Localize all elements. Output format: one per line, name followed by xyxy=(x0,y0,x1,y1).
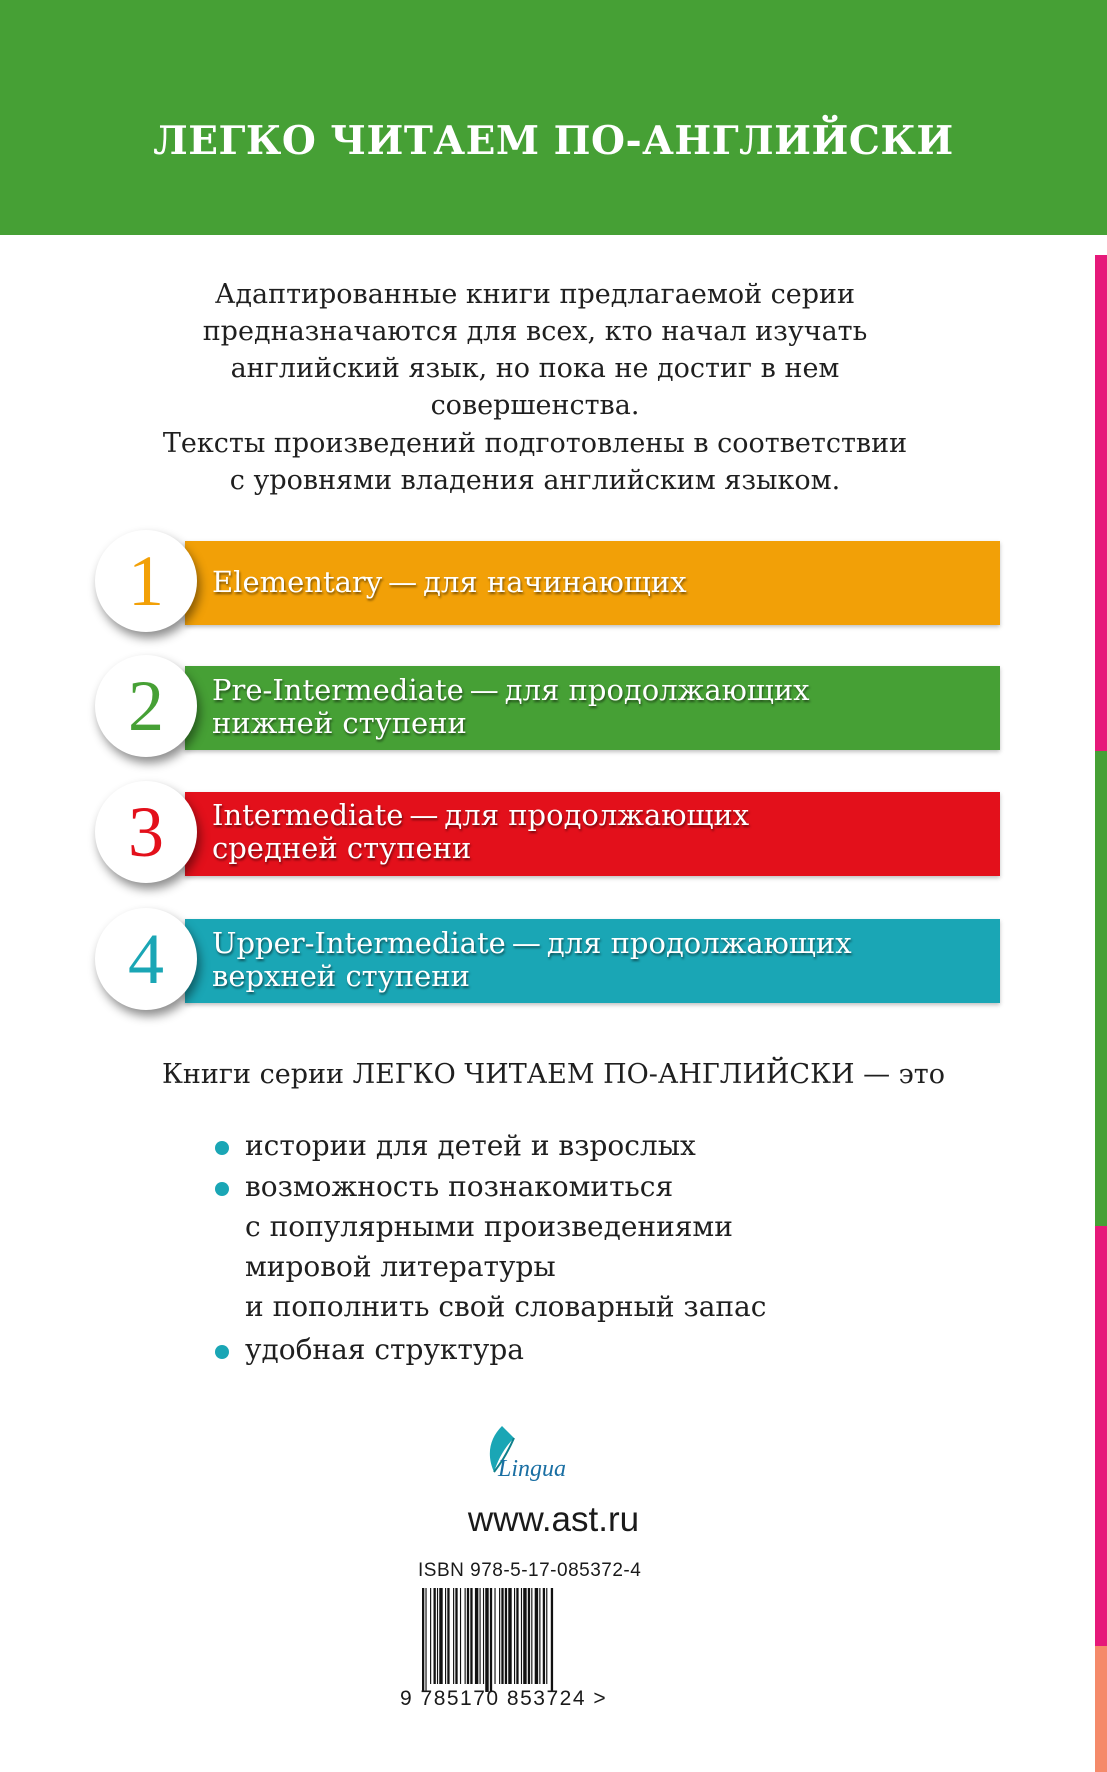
level-label xyxy=(212,799,990,865)
barcode-bar xyxy=(499,1588,500,1684)
level-dash: — xyxy=(511,926,541,960)
barcode-bar xyxy=(455,1588,457,1684)
benefits-heading: Книги серии ЛЕГКО ЧИТАЕМ ПО-АНГЛИЙСКИ — это xyxy=(162,1059,945,1090)
barcode-bar xyxy=(490,1588,492,1692)
bullet-dot xyxy=(215,1141,229,1155)
bullet-dot xyxy=(215,1182,229,1196)
edge-strip-green xyxy=(1095,751,1107,1226)
barcode-bar xyxy=(447,1588,449,1684)
level-dash: — xyxy=(409,798,439,832)
edge-strip-salmon xyxy=(1095,1646,1107,1772)
barcode-bar xyxy=(453,1588,454,1684)
level-description-line2: средней ступени xyxy=(212,831,472,865)
barcode-bar xyxy=(539,1588,540,1684)
level-number: 3 xyxy=(128,792,164,872)
level-description-line2: нижней ступени xyxy=(212,706,467,740)
barcode-bar xyxy=(485,1588,488,1692)
series-title: ЛЕГКО ЧИТАЕМ ПО-АНГЛИЙСКИ xyxy=(153,118,954,164)
barcode-bar xyxy=(508,1588,511,1684)
barcode-bar xyxy=(480,1588,481,1684)
level-label xyxy=(212,927,990,993)
level-description: для начинающих xyxy=(423,565,687,599)
barcode-bar xyxy=(528,1588,530,1684)
benefit-line: возможность познакомиться xyxy=(245,1170,674,1203)
barcode-bar xyxy=(523,1588,526,1684)
level-number-badge xyxy=(95,655,197,757)
level-name: Pre-Intermediate xyxy=(212,673,464,707)
publisher-website: www.ast.ru xyxy=(467,1500,640,1539)
level-dash: — xyxy=(388,565,418,599)
intro-line: с уровнями владения английским языком. xyxy=(229,465,841,496)
intro-line: предназначаются для всех, кто начал изучать xyxy=(202,316,868,347)
level-description: для продолжающих xyxy=(546,926,852,960)
barcode-bar xyxy=(437,1588,438,1684)
barcode-bar xyxy=(470,1588,472,1684)
publisher-logo xyxy=(480,1420,595,1490)
barcode-bar xyxy=(531,1588,532,1684)
barcode-bar xyxy=(460,1588,461,1684)
benefit-line: удобная структура xyxy=(245,1333,525,1366)
barcode-image xyxy=(418,1588,663,1692)
edge-strip-pink-top xyxy=(1095,255,1107,751)
level-number-badge xyxy=(95,530,197,632)
barcode-bar xyxy=(521,1588,522,1684)
barcode-bar xyxy=(465,1588,466,1684)
benefit-line: с популярными произведениями xyxy=(245,1210,733,1243)
benefit-line: истории для детей и взрослых xyxy=(245,1129,696,1162)
level-name: Upper-Intermediate xyxy=(212,926,506,960)
series-header-band xyxy=(0,0,1107,235)
barcode-bar xyxy=(514,1588,515,1684)
level-row-4 xyxy=(95,908,1000,1058)
barcode-bar xyxy=(483,1588,484,1684)
level-dash: — xyxy=(469,673,499,707)
barcode-bar xyxy=(439,1588,442,1684)
barcode-bar xyxy=(475,1588,478,1684)
level-description: для продолжающих xyxy=(444,798,750,832)
level-number: 2 xyxy=(128,666,164,746)
benefit-line: и пополнить свой словарный запас xyxy=(245,1290,767,1323)
benefit-item-2 xyxy=(245,1167,925,1327)
barcode-bar xyxy=(467,1588,469,1684)
isbn-label: ISBN 978-5-17-085372-4 xyxy=(418,1560,642,1581)
benefit-line: мировой литературы xyxy=(245,1250,556,1283)
barcode-bar xyxy=(430,1588,431,1684)
barcode-bar xyxy=(535,1588,538,1684)
level-name: Intermediate xyxy=(212,798,404,832)
level-label xyxy=(212,566,990,599)
level-description: для продолжающих xyxy=(504,673,810,707)
level-name: Elementary xyxy=(212,565,383,599)
level-description-line2: верхней ступени xyxy=(212,959,470,993)
barcode-bar xyxy=(546,1588,547,1684)
intro-paragraph-1 xyxy=(90,276,980,424)
barcode-bar xyxy=(501,1588,503,1684)
intro-line: Тексты произведений подготовлены в соответствии xyxy=(162,428,908,459)
barcode-bar xyxy=(505,1588,507,1684)
intro-line: английский язык, но пока не достиг в нем xyxy=(230,353,840,384)
barcode-bar xyxy=(551,1588,553,1692)
barcode-digits: 9 785170 853724 > xyxy=(400,1687,608,1710)
level-number-badge xyxy=(95,908,197,1010)
edge-strip-pink-bottom xyxy=(1095,1226,1107,1646)
bullet-dot xyxy=(215,1345,229,1359)
benefit-item-3 xyxy=(245,1330,925,1370)
level-number-badge xyxy=(95,781,197,883)
barcode-bar xyxy=(445,1588,446,1684)
barcode-bar xyxy=(494,1588,495,1684)
intro-line: совершенства. xyxy=(430,390,640,421)
level-label xyxy=(212,674,990,740)
barcode-bar xyxy=(543,1588,545,1684)
publisher-logo-text: Lingua xyxy=(498,1456,567,1482)
barcode-bar xyxy=(425,1588,426,1692)
barcode-bar xyxy=(434,1588,436,1684)
intro-line: Адаптированные книги предлагаемой серии xyxy=(214,279,856,310)
intro-paragraph-2 xyxy=(90,425,980,499)
barcode-bar xyxy=(516,1588,518,1684)
level-number: 1 xyxy=(128,541,164,621)
benefit-item-1 xyxy=(245,1126,925,1166)
barcode-bar xyxy=(422,1588,424,1692)
level-number: 4 xyxy=(128,919,164,999)
